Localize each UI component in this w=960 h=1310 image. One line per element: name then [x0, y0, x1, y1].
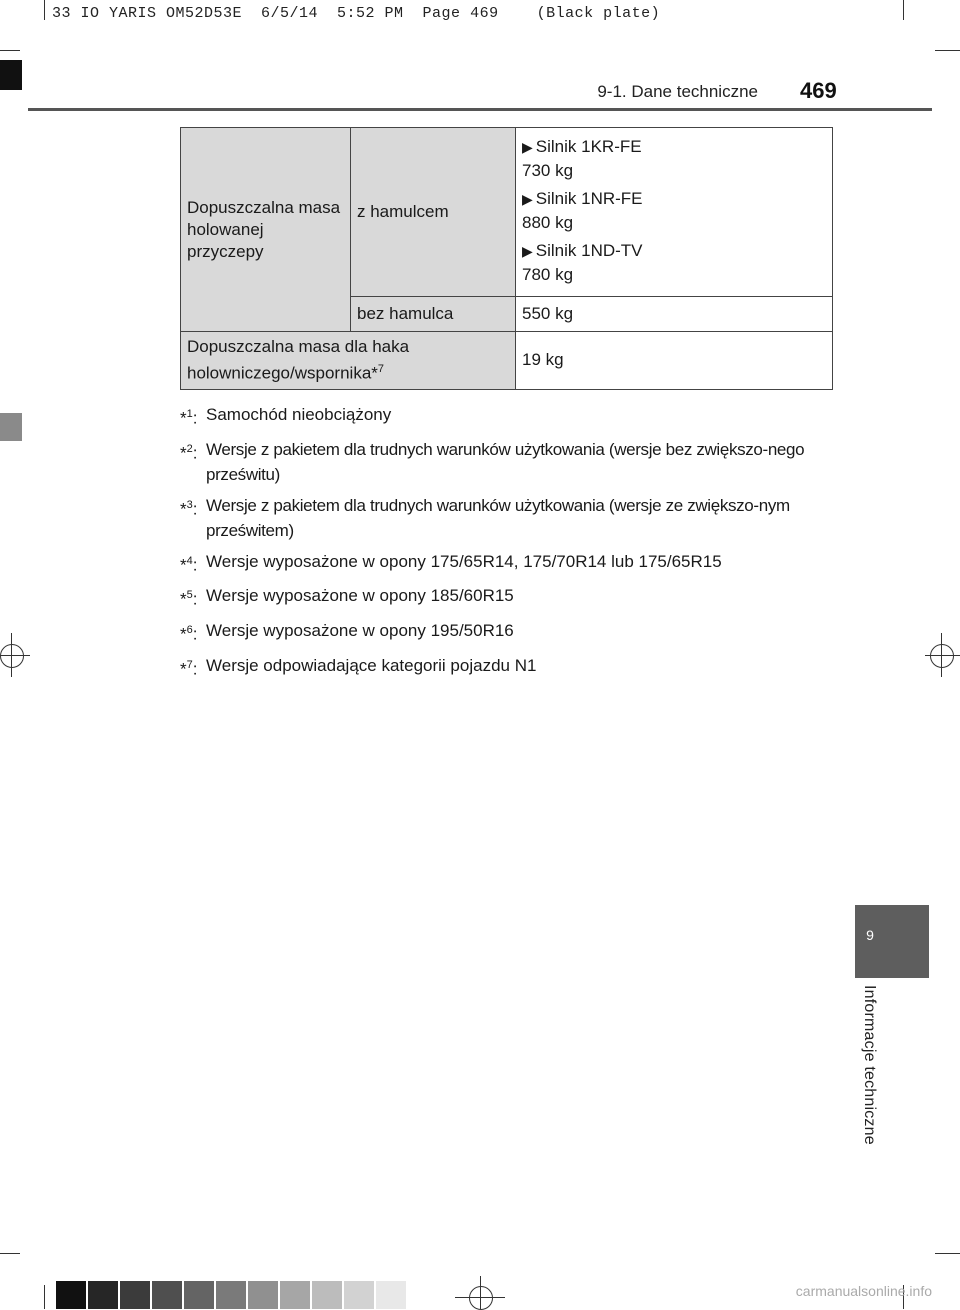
towing-mass-label: Dopuszczalna masa holowanej przyczepy — [181, 128, 351, 332]
watermark: carmanualsonline.info — [795, 1283, 932, 1299]
grayscale-bar — [248, 1281, 278, 1309]
engine-item — [522, 240, 826, 262]
header-rule — [28, 108, 932, 111]
grayscale-bar — [312, 1281, 342, 1309]
chapter-number: 9 — [866, 927, 874, 943]
page-number: 469 — [800, 78, 837, 103]
footnote-text: Wersje odpowiadające kategorii pojazdu N1 — [206, 655, 537, 675]
engine-values-cell — [516, 128, 833, 297]
footnote-mark: *$^7$: — [180, 658, 198, 679]
footnote — [180, 618, 840, 647]
engine-value: 880 kg — [522, 213, 574, 232]
spec-table — [180, 127, 833, 390]
engine-item — [522, 136, 826, 158]
table-row — [181, 128, 833, 297]
grayscale-bar — [152, 1281, 182, 1309]
engine-value: 730 kg — [522, 161, 574, 180]
footnote-mark: *$^1$: — [180, 408, 198, 428]
footnote-mark: *$^2$: — [180, 442, 198, 463]
footnote-text: Wersje wyposażone w opony 175/65R14, 175/70R14 lub 175/65R15 — [206, 551, 722, 571]
engine-value: 780 kg — [522, 265, 574, 284]
footnote-mark: *$^3$: — [180, 498, 198, 519]
side-grey-block — [0, 413, 22, 441]
footnote-text: Wersje wyposażone w opony 185/60R15 — [206, 586, 514, 606]
table-row — [181, 332, 833, 390]
hitch-mass-value: 19 kg — [516, 332, 833, 390]
hitch-mass-label — [181, 332, 516, 390]
footnote — [180, 653, 840, 682]
footnote-text: Wersje z pakietem dla trudnych warunków użytkowania (wersje ze zwiększo-nym prześwitem) — [206, 495, 790, 540]
footnotes — [180, 402, 840, 687]
footnote-ref: 7 — [377, 363, 385, 375]
with-brake-label: z hamulcem — [351, 128, 516, 297]
engine-name: Silnik 1ND-TV — [535, 241, 643, 260]
footnote — [180, 437, 840, 487]
print-plate-mark: 33 IO YARIS OM52D53E 6/5/14 5:52 PM Page 469 (Black plate) — [52, 5, 661, 22]
grayscale-bar — [344, 1281, 374, 1309]
footnote-text: Samochód nieobciążony — [206, 405, 392, 424]
grayscale-bar — [56, 1281, 86, 1309]
engine-item — [522, 188, 826, 210]
footnote-mark: *$^4$: — [180, 554, 198, 575]
without-brake-label: bez hamulca — [351, 297, 516, 332]
footnote — [180, 549, 840, 578]
footnote — [180, 493, 840, 543]
engine-name: Silnik 1NR-FE — [535, 189, 643, 208]
grayscale-bar — [216, 1281, 246, 1309]
triangle-bullet-icon: ▶ — [522, 191, 533, 207]
grayscale-bar — [88, 1281, 118, 1309]
chapter-label: Informacje techniczne — [861, 985, 878, 1145]
corner-block — [0, 60, 22, 90]
triangle-bullet-icon: ▶ — [522, 243, 533, 259]
footnote-text: Wersje wyposażone w opony 195/50R16 — [206, 620, 514, 640]
grayscale-bar — [376, 1281, 406, 1309]
grayscale-bar — [184, 1281, 214, 1309]
engine-name: Silnik 1KR-FE — [535, 137, 642, 156]
grayscale-bar — [280, 1281, 310, 1309]
footnote-text: Wersje z pakietem dla trudnych warunków użytkowania (wersje bez zwiększo-nego prześwitu) — [206, 439, 805, 484]
grayscale-bars — [56, 1281, 408, 1309]
header-section-title: 9-1. Dane techniczne — [597, 82, 758, 101]
chapter-tab — [855, 905, 929, 978]
hitch-mass-text: Dopuszczalna masa dla haka holowniczego/wspornika* — [187, 337, 410, 383]
footnote — [180, 402, 840, 431]
triangle-bullet-icon: ▶ — [522, 139, 533, 155]
footnote-mark: *$^5$: — [180, 589, 198, 609]
grayscale-bar — [120, 1281, 150, 1309]
without-brake-value: 550 kg — [516, 297, 833, 332]
footnote — [180, 583, 840, 612]
footnote-mark: *$^6$: — [180, 623, 198, 644]
